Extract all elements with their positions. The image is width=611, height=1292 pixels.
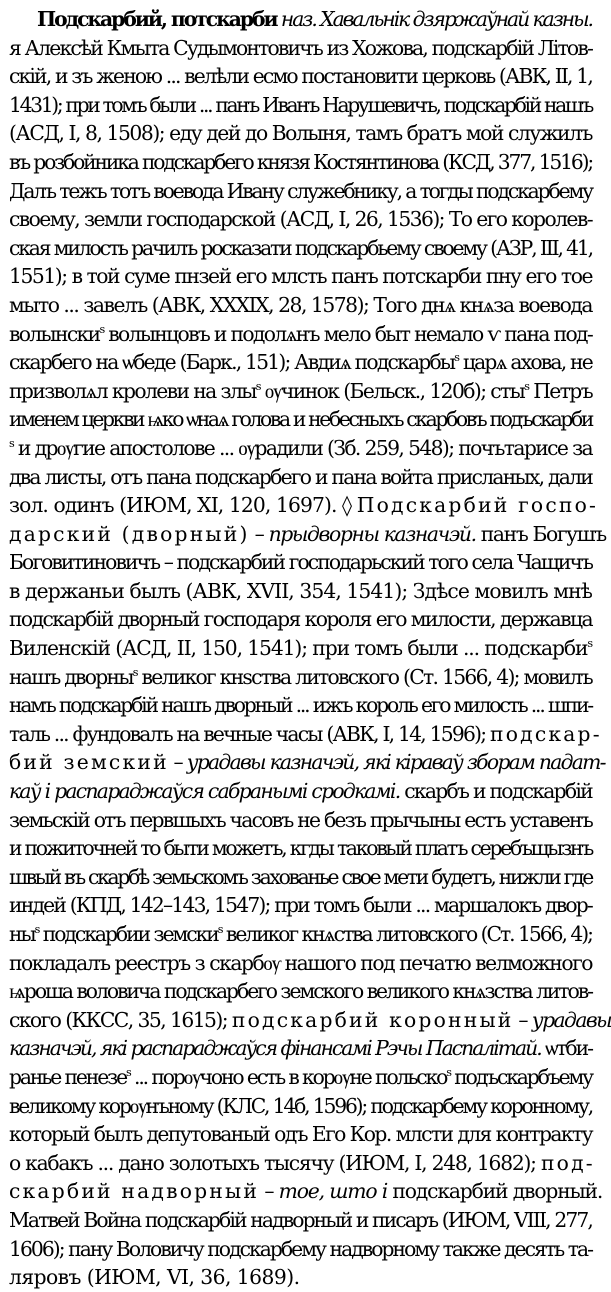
sub-headword: подскар- xyxy=(490,721,602,746)
citation-text: зол. одинъ (ИЮМ, XI, 120, 1697). ◊ xyxy=(9,493,357,518)
sub-headword: Подскарбий госпо- xyxy=(356,493,599,518)
citation-text: Матвей Война подскарбій надворный и писаръ (ИЮМ, VIII, 277, xyxy=(9,1207,592,1232)
citation-text: панъ Богушъ xyxy=(475,521,606,546)
headword: Подскарбий, потскарби xyxy=(37,7,277,31)
citation-text: швый въ скарбѣ земьскомъ захованье свое мети будетъ, нижли где xyxy=(9,864,592,889)
text-line xyxy=(9,977,592,1006)
superscript: s xyxy=(587,637,592,651)
citation-text: скарбъ и подскарбій xyxy=(399,779,592,804)
citation-text: скій, и зъ женою ... велѣли есмо постановити церковь (АВК, II, 1, xyxy=(9,64,592,89)
text-line xyxy=(9,119,592,148)
citation-text: (АСД, I, 8, 1508); еду дей до Волыня, тамъ братъ мой служилъ xyxy=(9,121,592,146)
text-line xyxy=(9,806,592,835)
text-line xyxy=(9,1206,592,1235)
superscript: s xyxy=(454,351,459,365)
text-line xyxy=(9,148,592,177)
citation-text: о кабакъ ... дано золотыхъ тысячу (ИЮМ, I, 248, 1682); xyxy=(9,1150,541,1175)
citation-text: въ розбойника подскарбего князя Костянтинова (КСД, 377, 1516); xyxy=(9,149,592,174)
text-line xyxy=(9,1006,611,1035)
superscript: s xyxy=(217,923,222,937)
text-line xyxy=(9,1063,592,1092)
text-line xyxy=(9,463,592,492)
text-line xyxy=(9,348,592,377)
superscript: s xyxy=(446,1066,450,1080)
superscript: s xyxy=(126,1066,130,1080)
text-line xyxy=(9,491,599,520)
text-line xyxy=(9,434,592,463)
citation-text: два листы, отъ пана подскарбего и пана войта присланых, дали xyxy=(9,464,592,489)
definition: тое, што і xyxy=(278,1179,388,1204)
text-line xyxy=(9,291,592,320)
citation-text: я Алексѣй Кмыта Судымонтовичъ из Хожова, подскарбій Літов- xyxy=(9,35,592,60)
citation-text: – xyxy=(168,750,187,775)
citation-text: – xyxy=(513,1007,532,1032)
citation-text: подскарбии земски xyxy=(38,922,218,946)
text-line xyxy=(9,720,602,749)
superscript: s xyxy=(524,379,529,393)
citation-text: великог кнѧства литовского (Ст. 1566, 4); xyxy=(221,922,592,946)
citation-text: своему, земли господарской (АСД, I, 26, 1536); То его королев- xyxy=(9,207,592,232)
citation-text: ѹчинок (Бельск., 120б); сты xyxy=(259,378,525,403)
citation-text: именем церкви ѩко ѡнаѧ голова и небесныхъ скарбовъ подъскарби xyxy=(9,407,592,432)
citation-text: который былъ депутованый одъ Его Кор. млсти для контракту xyxy=(9,1122,592,1147)
text-line xyxy=(9,891,592,920)
citation-text: волынцовъ и подолѧнъ мело быт немало ѵ пана под- xyxy=(103,321,593,346)
text-line xyxy=(9,949,592,978)
citation-text: подъскарбъему xyxy=(449,1064,592,1089)
citation-text: – xyxy=(259,1179,279,1204)
citation-text: в держаньи былъ (АВК, XVII, 354, 1541); Здѣсе мовилъ мнѣ xyxy=(9,578,592,603)
text-line xyxy=(9,520,606,549)
text-line xyxy=(9,91,592,120)
text-line xyxy=(9,1149,595,1178)
citation-text: ѩроша воловича подскарбего земского великого кнѧзства литов- xyxy=(9,979,592,1004)
text-line xyxy=(9,205,592,234)
citation-text: ского (ККСС, 35, 1615); xyxy=(9,1007,232,1032)
citation-text: царѧ ахова, не xyxy=(458,350,592,375)
definition: наз. Хавальнік дзяржаўнай казны. xyxy=(280,7,592,31)
text-line xyxy=(9,634,592,663)
text-line xyxy=(9,320,592,349)
citation-text: ны xyxy=(9,922,35,946)
citation-text: ская милость рачилъ росказати подскарбьему своему (АЗР, III, 41, xyxy=(9,235,592,260)
superscript: s xyxy=(9,437,14,451)
text-line xyxy=(9,691,592,720)
text-line xyxy=(9,605,592,634)
citation-text: мыто ... завелъ (АВК, XXXIX, 28, 1578); Того днѧ кнѧза воевода xyxy=(9,292,592,317)
citation-text: ляровъ (ИЮМ, VI, 36, 1689). xyxy=(9,1265,300,1290)
citation-text: Петръ xyxy=(528,378,592,403)
text-line xyxy=(9,1092,592,1121)
citation-text: индей (КПД, 142–143, 1547); при томъ были ... маршалокъ двор- xyxy=(9,893,592,918)
text-line xyxy=(9,262,592,291)
citation-text: Виленскій (АСД, II, 150, 1541); при томъ были ... подскарби xyxy=(9,636,588,661)
text-line xyxy=(9,62,592,91)
sub-headword: подскарбий коронный xyxy=(231,1007,514,1032)
text-line xyxy=(9,1263,592,1292)
text-line xyxy=(9,1235,592,1264)
text-line xyxy=(9,863,592,892)
sub-headword: под- xyxy=(540,1150,595,1175)
text-line xyxy=(9,777,592,806)
superscript: s xyxy=(255,379,260,393)
text-line xyxy=(9,234,592,263)
citation-text: – xyxy=(249,521,269,546)
citation-text: земьскій отъ первшыхъ часовъ не безъ прычыны естъ уставенъ xyxy=(9,807,592,832)
citation-text: ѡтби- xyxy=(540,1036,592,1061)
citation-text: 1431); при томъ были ... панъ Иванъ Нарушевичъ, подскарбій нашъ xyxy=(9,92,592,117)
citation-text: намъ подскарбій нашъ дворный ... ижъ король его милость ... шпи- xyxy=(9,693,592,718)
definition: каў і распараджаўся сабранымі сродкамі. xyxy=(9,779,400,804)
citation-text: таль ... фундовалъ на вечные часы (АВК, I, 14, 1596); xyxy=(9,721,491,746)
sub-headword: дарский (дворный) xyxy=(9,521,250,546)
citation-text: покладалъ реестръ з скарбѹ нашого под печатю велможного xyxy=(9,950,592,975)
citation-text: 1606); пану Воловичу подскарбему надворному также десять та- xyxy=(9,1236,592,1261)
citation-text: нашъ дворны xyxy=(9,664,133,689)
text-line xyxy=(9,920,592,949)
definition: урадавы xyxy=(531,1007,611,1032)
citation-text: ранье пенезе xyxy=(9,1064,126,1089)
citation-text: волынски xyxy=(9,321,100,346)
text-line xyxy=(9,377,592,406)
text-line xyxy=(9,405,592,434)
citation-text: Боговитиновичъ – подскарбий господарьский того села Чащичъ xyxy=(9,550,592,575)
text-line xyxy=(9,548,592,577)
superscript: s xyxy=(132,665,137,679)
citation-text: подскарбій дворный господаря короля его милости, державца xyxy=(9,607,592,632)
citation-text: великог кнѕства литовского (Ст. 1566, 4); мовилъ xyxy=(136,664,592,689)
citation-text: великому корѹнъному (КЛС, 14б, 1596); подскарбему коронному, xyxy=(9,1093,592,1118)
text-line xyxy=(9,34,592,63)
citation-text: Далъ тежъ тотъ воевода Ивану служебнику, а тогды подскарбему xyxy=(9,178,592,203)
text-line xyxy=(9,1034,592,1063)
citation-text: призволѧл кролеви на злы xyxy=(9,378,256,403)
citation-text: скарбего на ѡбеде (Барк., 151); Авдиѧ подскарбы xyxy=(9,350,455,375)
definition: казначэй, які распараджаўся фінансамі Рэчы Паспалітай. xyxy=(9,1036,541,1061)
sub-headword: скарбий надворный xyxy=(9,1179,260,1204)
text-line xyxy=(9,748,605,777)
definition: урадавы казначэй, які кіраваў зборам падат- xyxy=(186,750,605,775)
citation-text: и дрѹгие апостолове ... ѹрадили (Зб. 259, 548); почътарисе за xyxy=(13,435,592,460)
sub-headword: бий земский xyxy=(9,750,169,775)
text-line xyxy=(9,1120,592,1149)
entry-text xyxy=(9,5,611,1292)
superscript: s xyxy=(99,322,104,336)
superscript: s xyxy=(34,923,39,937)
citation-text: и пожиточней то быти можетъ, кгды таковый платъ серебъщызнъ xyxy=(9,836,592,861)
text-line xyxy=(9,834,592,863)
text-line xyxy=(9,177,592,206)
text-line xyxy=(9,5,592,34)
citation-text: 1551); в той суме пнзей его млсть панъ потскарби пну его тое xyxy=(9,264,592,289)
definition: прыдворны казначэй. xyxy=(268,521,476,546)
text-line xyxy=(9,663,592,692)
text-line xyxy=(9,577,592,606)
text-line xyxy=(9,1177,603,1206)
citation-text: ... порѹчоно есть в корѹне польско xyxy=(129,1064,447,1089)
citation-text: подскарбий дворный. xyxy=(387,1179,603,1204)
